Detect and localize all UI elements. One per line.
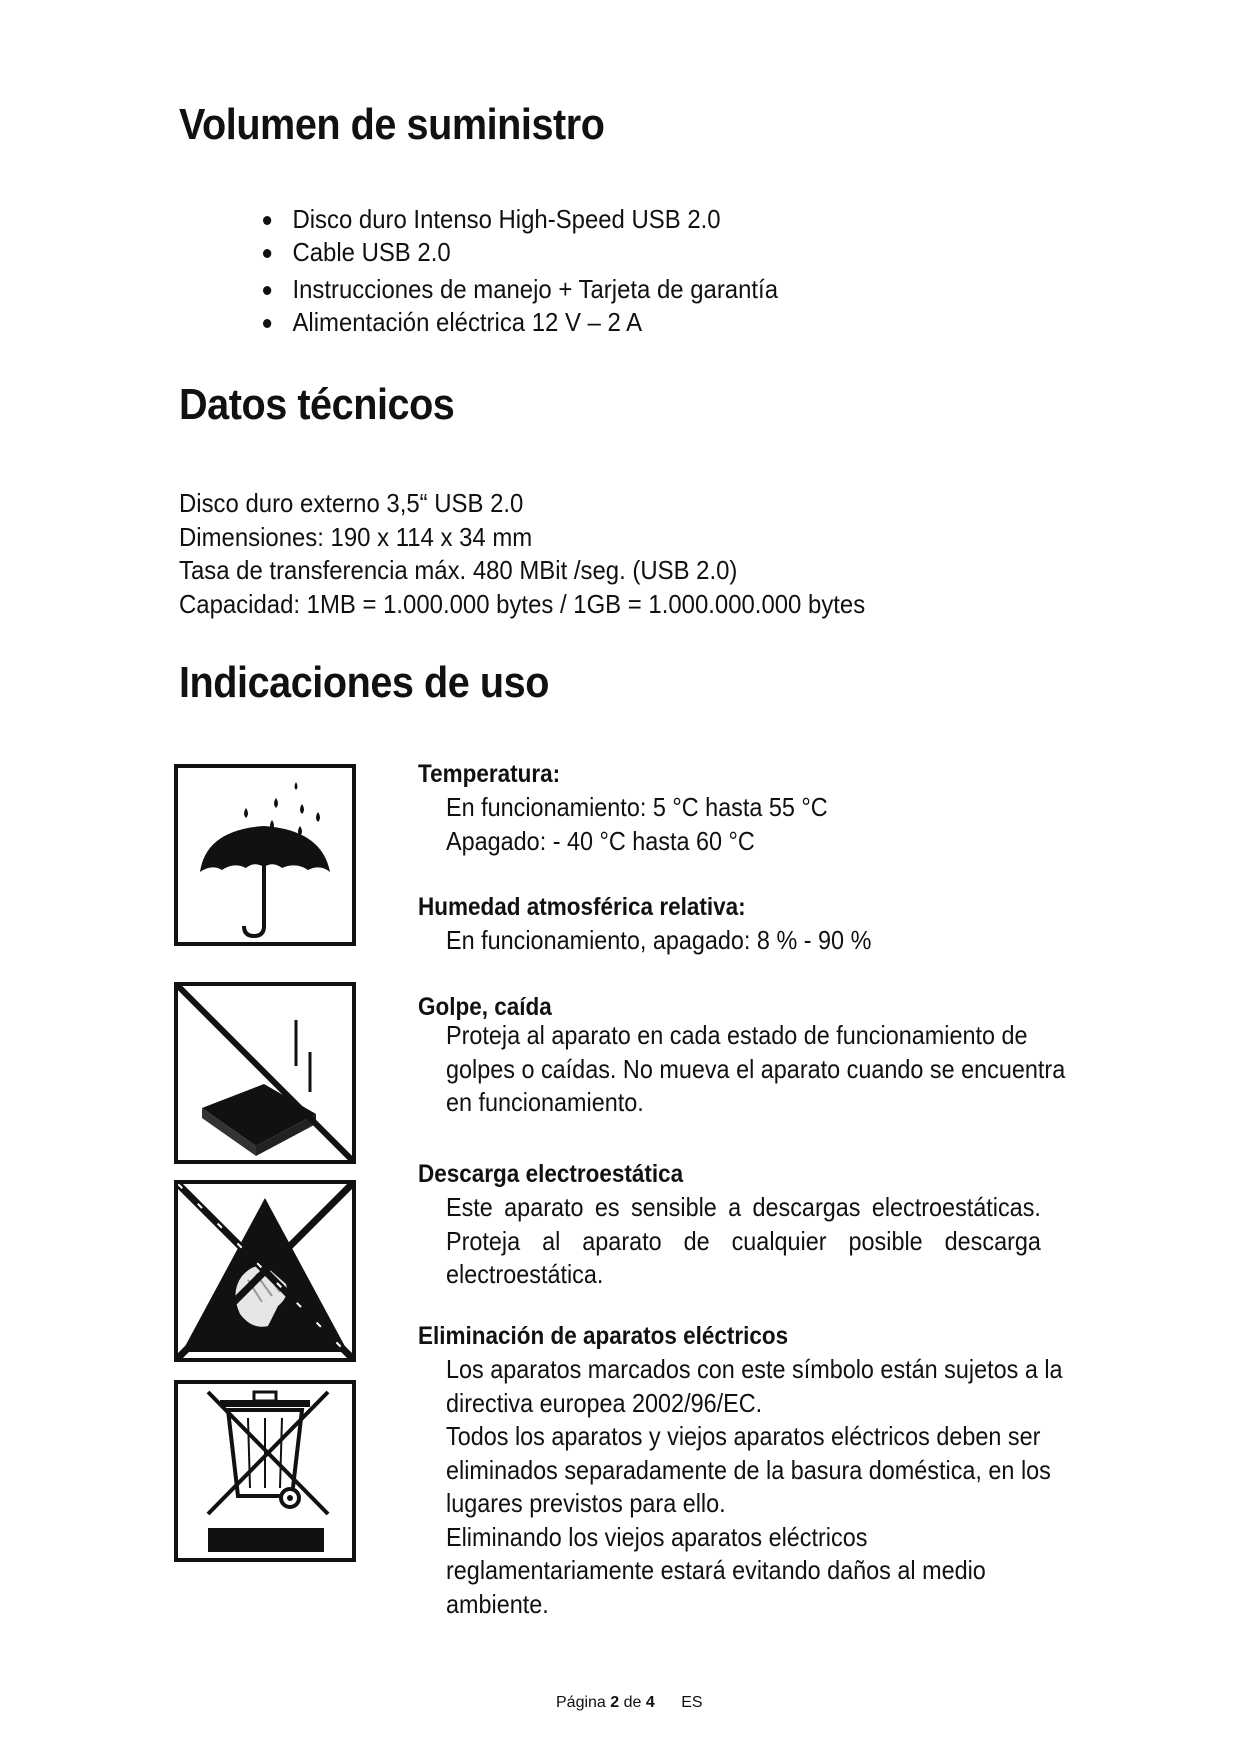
note-line: golpes o caídas. No mueva el aparato cuando se encuentra <box>446 1053 1066 1084</box>
note-title: Humedad atmosférica relativa: <box>418 893 746 921</box>
note-line: Todos los aparatos y viejos aparatos eléctricos deben ser <box>446 1421 1041 1451</box>
note-impact <box>418 991 1078 1120</box>
list-item: Alimentación eléctrica 12 V – 2 A <box>263 306 778 339</box>
page-current: 2 <box>610 1694 620 1711</box>
section-title-supply: Volumen de suministro <box>179 100 605 149</box>
note-line: Apagado: - 40 °C hasta 60 °C <box>446 825 755 856</box>
bullet-icon <box>263 216 271 225</box>
note-title: Golpe, caída <box>418 993 552 1021</box>
note-line: lugares previstos para ello. <box>446 1488 726 1518</box>
note-humidity <box>418 891 1078 958</box>
note-line: En funcionamiento: 5 °C hasta 55 °C <box>446 792 828 822</box>
page-word: Página <box>556 1694 606 1711</box>
list-item: Cable USB 2.0 <box>263 236 778 269</box>
note-line: Este aparato es sensible a descargas electroestáticas. <box>446 1192 1041 1222</box>
spec-line: Tasa de transferencia máx. 480 MBit /seg. (USB 2.0) <box>179 555 738 585</box>
section-title-usage: Indicaciones de uso <box>179 658 549 707</box>
note-line: directiva europea 2002/96/EC. <box>446 1387 763 1418</box>
list-item: Instrucciones de manejo + Tarjeta de garantía <box>263 273 778 306</box>
spec-line: Disco duro externo 3,5“ USB 2.0 <box>179 488 524 518</box>
note-line: reglamentariamente estará evitando daños al medio <box>446 1555 986 1585</box>
note-line: ambiente. <box>446 1588 549 1619</box>
note-temperature <box>418 758 1078 858</box>
bullet-icon <box>263 286 271 295</box>
umbrella-rain-icon <box>174 764 356 946</box>
note-title: Temperatura: <box>418 760 561 788</box>
section-title-specs: Datos técnicos <box>179 380 455 429</box>
note-line: Proteja al aparato en cada estado de funcionamiento de <box>446 1020 1028 1050</box>
weee-crossed-bin-icon <box>174 1380 356 1562</box>
specs-block <box>179 487 925 621</box>
note-line: Los aparatos marcados con este símbolo están sujetos a la <box>446 1354 1063 1384</box>
spec-line: Capacidad: 1MB = 1.000.000 bytes / 1GB = 1.000.000.000 bytes <box>179 588 866 619</box>
note-line: Eliminando los viejos aparatos eléctricos <box>446 1521 868 1552</box>
note-disposal <box>418 1320 1078 1621</box>
note-line: en funcionamiento. <box>446 1087 644 1117</box>
note-line: En funcionamiento, apagado: 8 % - 90 % <box>446 925 872 955</box>
bullet-icon <box>263 319 271 328</box>
note-line: eliminados separadamente de la basura doméstica, en los <box>446 1454 1051 1485</box>
of-word: de <box>623 1694 642 1711</box>
language-code: ES <box>681 1694 703 1711</box>
spec-line: Dimensiones: 190 x 114 x 34 mm <box>179 521 533 552</box>
no-esd-icon <box>174 1180 356 1362</box>
page-total: 4 <box>645 1694 655 1711</box>
note-title: Descarga electroestática <box>418 1160 684 1188</box>
note-title: Eliminación de aparatos eléctricos <box>418 1322 789 1350</box>
supply-list <box>263 203 823 339</box>
page-footer <box>556 1694 703 1712</box>
bullet-icon <box>263 249 271 258</box>
note-esd <box>418 1158 1078 1292</box>
note-line: electroestática. <box>446 1259 604 1289</box>
note-line: Proteja al aparato de cualquier posible descarga <box>446 1225 1041 1256</box>
list-item: Disco duro Intenso High-Speed USB 2.0 <box>263 203 778 236</box>
no-drop-icon <box>174 982 356 1164</box>
